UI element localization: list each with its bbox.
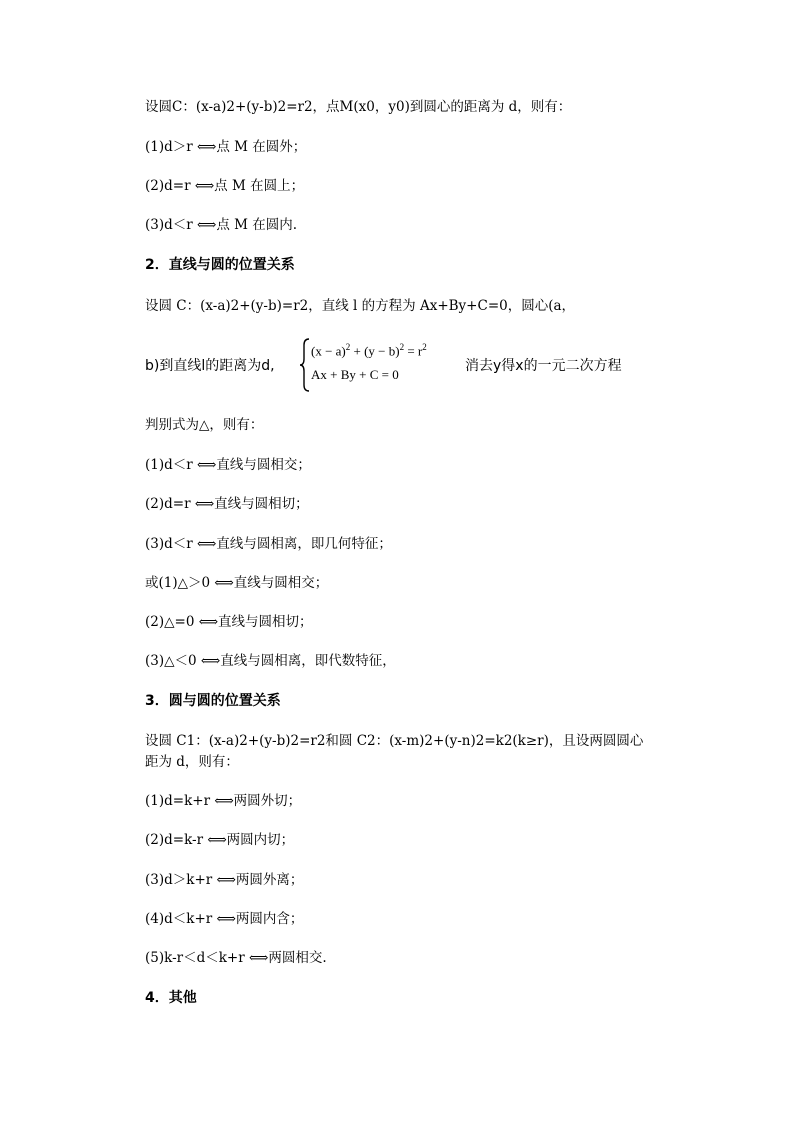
section-heading-circle-circle: 3．圆与圆的位置关系	[145, 693, 281, 709]
equation-line-1: $(x - a)^2 + (y - b)^2 = r^2$	[311, 342, 427, 359]
text-line-separate-geo: (3)d＜r ⟺直线与圆相离，即几何特征；	[145, 536, 392, 552]
text-line-two-circles-distance: 距为 d，则有：	[145, 754, 239, 770]
text-line-contain: (4)d＜k+r ⟺两圆内含；	[145, 911, 304, 927]
equation-lead-text: b)到直线l的距离为d,	[145, 358, 275, 374]
section-heading-line-circle: 2．直线与圆的位置关系	[145, 257, 295, 273]
text-line-discriminant: 判别式为△，则有：	[145, 417, 264, 433]
text-line-external-tangent: (1)d=k+r ⟺两圆外切；	[145, 793, 302, 809]
text-line-intersect-alg: 或(1)△＞0 ⟺直线与圆相交；	[145, 575, 329, 591]
text-line-intersect-geo: (1)d＜r ⟺直线与圆相交；	[145, 457, 311, 473]
equation-line-2: Ax + By + C = 0	[311, 367, 399, 382]
text-line-external-separate: (3)d＞k+r ⟺两圆外离；	[145, 872, 304, 888]
text-line-tangent-alg: (2)△=0 ⟺直线与圆相切；	[145, 614, 313, 630]
text-line-separate-alg: (3)△＜0 ⟺直线与圆相离，即代数特征，	[145, 653, 396, 669]
text-line-internal-tangent: (2)d=k-r ⟺两圆内切；	[145, 832, 295, 848]
left-brace-icon	[299, 338, 311, 392]
text-line-point-inside: (3)d＜r ⟺点 M 在圆内.	[145, 217, 298, 233]
text-line-two-circles-setup: 设圆 C1：(x-a)2+(y-b)2=r2和圆 C2：(x-m)2+(y-n)2=k2(k≥r)，且设两圆圆心	[145, 733, 644, 749]
text-line-tangent-geo: (2)d=r ⟺直线与圆相切；	[145, 496, 309, 512]
text-line-point-outside: (1)d＞r ⟺点 M 在圆外；	[145, 139, 307, 155]
text-line-line-circle-setup: 设圆 C：(x-a)2+(y-b)=r2，直线 l 的方程为 Ax+By+C=0，圆心(a，	[145, 298, 576, 314]
section-heading-other: 4．其他	[145, 990, 197, 1006]
equation-tail-text: 消去y得x的一元二次方程	[465, 358, 622, 374]
text-line-intersect: (5)k-r＜d＜k+r ⟺两圆相交.	[145, 950, 327, 966]
text-line-point-circle-setup: 设圆C：(x-a)2+(y-b)2=r2，点M(x0，y0)到圆心的距离为 d，则有：	[145, 99, 572, 115]
text-line-point-on: (2)d=r ⟺点 M 在圆上；	[145, 178, 305, 194]
